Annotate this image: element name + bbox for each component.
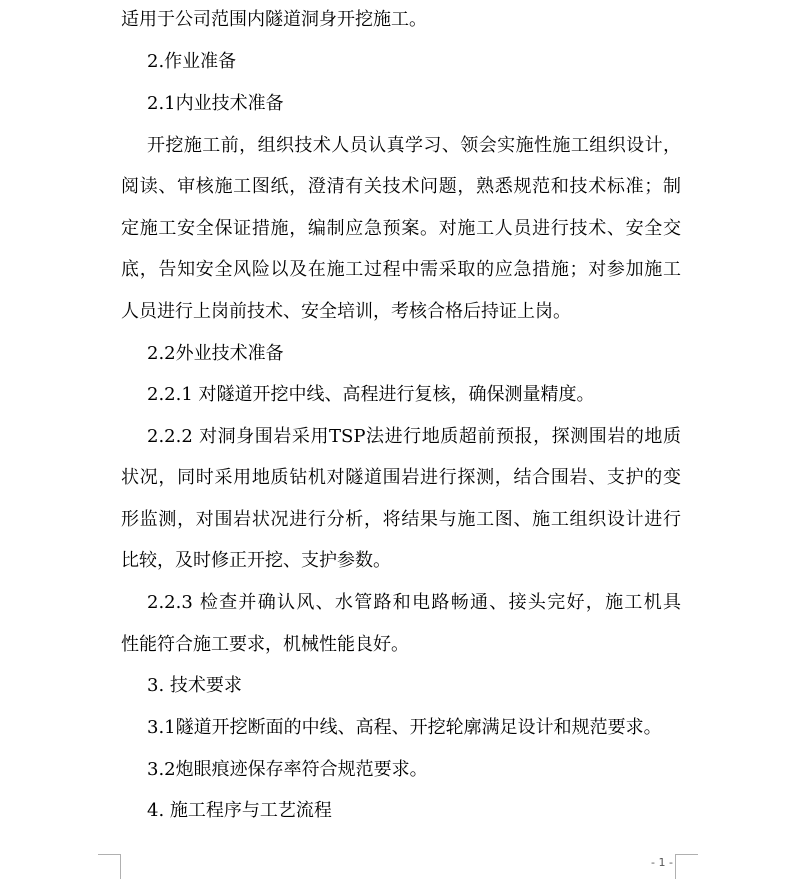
paragraph-internal-line-3: 定施工安全保证措施，编制应急预案。对施工人员进行技术、安全交: [121, 218, 681, 239]
item-2-2-3-line-2: 性能符合施工要求，机械性能良好。: [121, 634, 409, 655]
heading-work-preparation: 2.作业准备: [147, 51, 237, 72]
paragraph-internal-line-1: 开挖施工前，组织技术人员认真学习、领会实施性施工组织设计，: [147, 135, 681, 156]
item-2-2-2-line-3: 形监测，对围岩状况进行分析，将结果与施工图、施工组织设计进行: [121, 509, 681, 530]
item-2-2-2-line-1: 2.2.2 对洞身围岩采用TSP法进行地质超前预报，探测围岩的地质: [147, 426, 681, 447]
item-3-2: 3.2炮眼痕迹保存率符合规范要求。: [147, 759, 428, 780]
paragraph-internal-line-2: 阅读、审核施工图纸，澄清有关技术问题，熟悉规范和技术标准；制: [121, 176, 681, 197]
item-3-1: 3.1隧道开挖断面的中线、高程、开挖轮廓满足设计和规范要求。: [147, 717, 662, 738]
heading-internal-preparation: 2.1内业技术准备: [147, 93, 284, 114]
page-number: - 1 -: [651, 856, 673, 869]
heading-external-preparation: 2.2外业技术准备: [147, 343, 284, 364]
item-2-2-3-line-1: 2.2.3 检查并确认风、水管路和电路畅通、接头完好，施工机具: [147, 592, 681, 613]
item-2-2-1: 2.2.1 对隧道开挖中线、高程进行复核，确保测量精度。: [147, 384, 595, 405]
paragraph-scope: 适用于公司范围内隧道洞身开挖施工。: [121, 9, 427, 30]
page-corner-mark-left: [98, 854, 121, 879]
item-2-2-2-line-2: 状况，同时采用地质钻机对隧道围岩进行探测，结合围岩、支护的变: [121, 467, 681, 488]
paragraph-internal-line-5: 人员进行上岗前技术、安全培训，考核合格后持证上岗。: [121, 301, 571, 322]
heading-construction-procedure: 4. 施工程序与工艺流程: [147, 800, 332, 821]
item-2-2-2-line-4: 比较，及时修正开挖、支护参数。: [121, 550, 391, 571]
paragraph-internal-line-4: 底，告知安全风险以及在施工过程中需采取的应急措施；对参加施工: [121, 259, 681, 280]
heading-technical-requirements: 3. 技术要求: [147, 675, 242, 696]
page-corner-mark-right: [675, 854, 698, 879]
